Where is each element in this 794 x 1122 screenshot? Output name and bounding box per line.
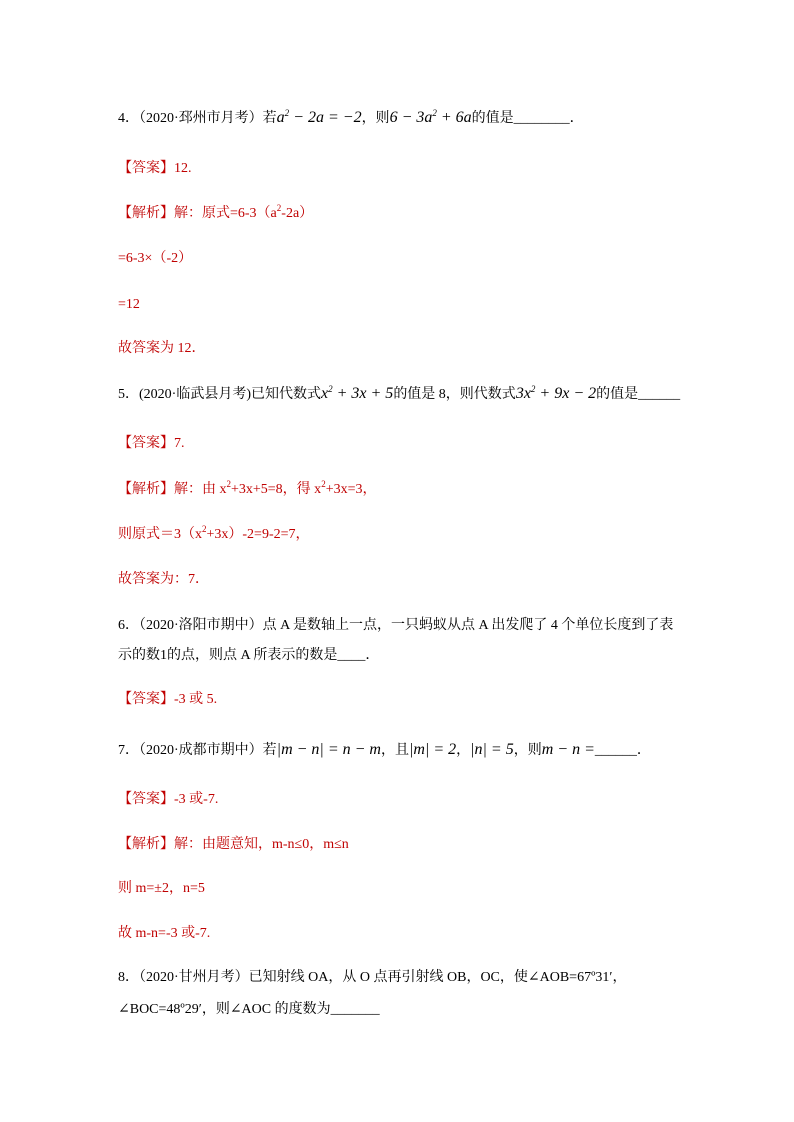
question-7 bbox=[118, 740, 651, 761]
q4-answer: 【答案】12. bbox=[118, 161, 192, 176]
q4-math-2: $6 - 3a^2 + 6a$ bbox=[389, 108, 472, 126]
q7-prefix: 7．（2020·成都市期中）若 bbox=[118, 743, 277, 758]
q5-analysis-line-1: 【解析】解：由 $x^2+3x+5=8$，得 $x^2+3x=3$， bbox=[118, 479, 377, 497]
q5-answer: 【答案】7. bbox=[118, 436, 185, 451]
q6-answer: 【答案】-3 或 5. bbox=[118, 692, 218, 707]
q5-suffix: 的值是______ bbox=[596, 387, 681, 402]
q4-math-1: $a^2 - 2a = -2$ bbox=[276, 108, 362, 126]
q5-analysis-line-3: 故答案为：7． bbox=[118, 572, 209, 587]
q7-analysis-line-2: 则 m=±2，n=5 bbox=[118, 881, 205, 896]
q5-math-1: $x^2 + 3x + 5$ bbox=[321, 384, 394, 402]
q5-math-2: $3x^2 + 9x - 2$ bbox=[515, 384, 597, 402]
question-8-line-1: 8．（2020·甘州月考）已知射线 OA，从 O 点再引射线 OB，OC，使∠AOB=67º31′， bbox=[118, 970, 627, 985]
q7-answer: 【答案】-3 或-7. bbox=[118, 792, 219, 807]
q4-analysis-line-4: 故答案为 12． bbox=[118, 341, 206, 356]
q5-prefix: 5．(2020·临武县月考)已知代数式 bbox=[118, 387, 321, 402]
question-6-line-2: 示的数1的点，则点 A 所表示的数是____． bbox=[118, 648, 380, 663]
question-8-line-2: ∠BOC=48º29′，则∠AOC 的度数为_______ bbox=[118, 1002, 380, 1017]
q7-analysis-line-1: 【解析】解：由题意知，m-n≤0，m≤n bbox=[118, 837, 349, 852]
q7-suffix: ______． bbox=[594, 743, 651, 758]
q7-math-1: |m − n| = n − m bbox=[276, 741, 381, 758]
q4-mid: ，则 bbox=[361, 111, 390, 126]
q7-analysis-line-3: 故 m-n=-3 或-7. bbox=[118, 926, 211, 941]
q7-mid-3: ，则 bbox=[513, 743, 542, 758]
q7-mid-2: ， bbox=[456, 743, 471, 758]
q4-analysis-line-1: 【解析】解：原式$=6-3(a^2-2a)$ bbox=[118, 203, 314, 221]
q4-suffix: 的值是________． bbox=[471, 111, 584, 126]
q7-math-3: |n| = 5 bbox=[470, 741, 514, 758]
q7-math-4: m − n = bbox=[541, 741, 595, 758]
q5-mid: 的值是 8，则代数式 bbox=[393, 387, 516, 402]
q7-math-2: |m| = 2 bbox=[408, 741, 457, 758]
q4-analysis-line-2: =6-3×（-2） bbox=[118, 251, 193, 266]
q5-analysis-line-2: 则原式$=3(x^2+3x)-2=9-2=7$， bbox=[118, 524, 310, 542]
question-6-line-1: 6．（2020·洛阳市期中）点 A 是数轴上一点，一只蚂蚁从点 A 出发爬了 4 个单位长度到了表 bbox=[118, 618, 674, 633]
q7-mid-1: ，且 bbox=[380, 743, 409, 758]
q4-prefix: 4．（2020·邳州市月考）若 bbox=[118, 111, 277, 126]
q4-analysis-line-3: =12 bbox=[118, 297, 140, 312]
question-5 bbox=[118, 384, 680, 405]
question-4 bbox=[118, 108, 584, 129]
